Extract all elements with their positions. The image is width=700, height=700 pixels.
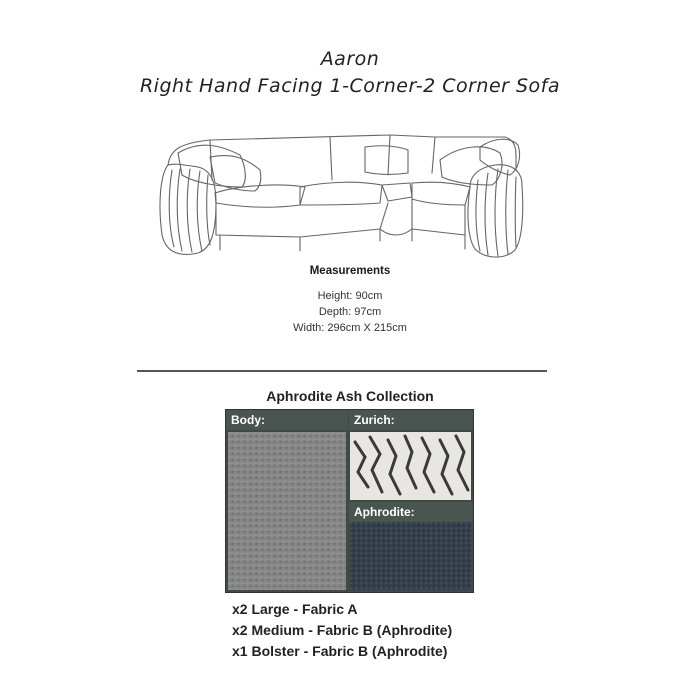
body-fabric-swatch	[228, 432, 346, 590]
product-name: Aaron	[320, 48, 380, 70]
cushion-note: x2 Large - Fabric A	[232, 601, 358, 617]
product-subtitle: Right Hand Facing 1-Corner-2 Corner Sofa	[139, 75, 561, 97]
sofa-line-drawing	[150, 125, 550, 265]
aphrodite-fabric-swatch	[350, 522, 471, 590]
body-swatch-label: Body:	[226, 410, 348, 430]
cushion-note: x1 Bolster - Fabric B (Aphrodite)	[232, 643, 448, 659]
fabric-swatch-panel	[225, 409, 474, 593]
cushion-note: x2 Medium - Fabric B (Aphrodite)	[232, 622, 453, 638]
divider	[137, 370, 547, 372]
zurich-fabric-swatch	[350, 432, 471, 500]
zurich-swatch-label: Zurich:	[349, 410, 473, 430]
depth-value: Depth: 97cm	[318, 306, 382, 318]
measurements-heading: Measurements	[309, 265, 391, 277]
height-value: Height: 90cm	[317, 290, 383, 302]
collection-title: Aphrodite Ash Collection	[266, 388, 434, 404]
width-value: Width: 296cm X 215cm	[293, 322, 407, 334]
aphrodite-swatch-label: Aphrodite:	[349, 502, 473, 522]
